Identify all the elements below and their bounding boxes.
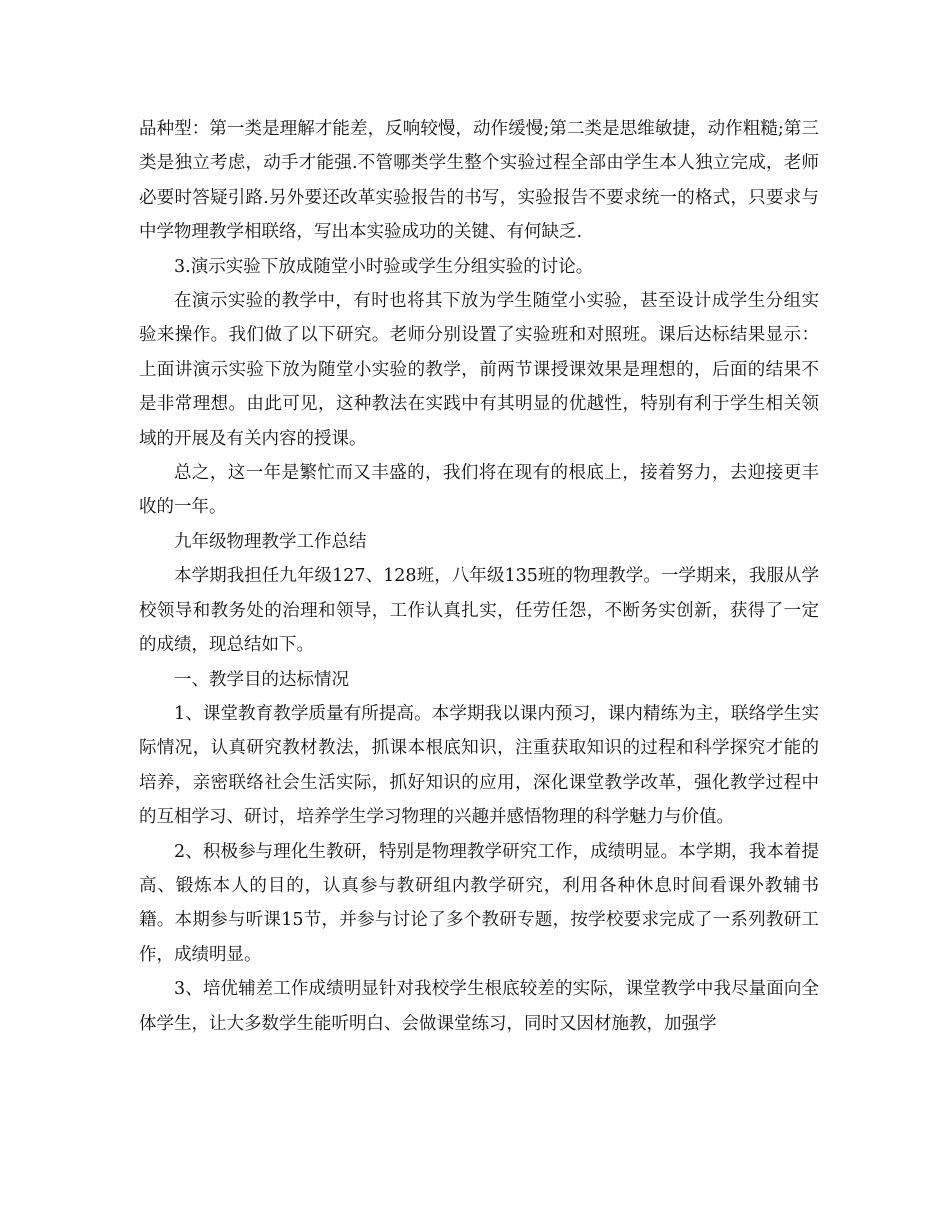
paragraph-8: 3、培优辅差工作成绩明显针对我校学生根底较差的实际，课堂教学中我尽量面向全体学生，让大多数学生能听明白、会做课堂练习，同时又因材施教，加强学 bbox=[139, 979, 819, 1034]
paragraph-1: 品种型：第一类是理解才能差，反响较慢，动作缓慢;第二类是思维敏捷，动作粗糙;第三类是独立考虑，动手才能强.不管哪类学生整个实验过程全部由学生本人独立完成，老师必要时答疑引路.另外要还改革实验报告的书写，实验报告不要求统一的格式，只要求与中学物理教学相联络，写出本实验成功的关键、有何缺乏. bbox=[139, 119, 819, 243]
paragraph-2: 3.演示实验下放成随堂小时验或学生分组实验的讨论。 bbox=[174, 256, 594, 277]
document-body bbox=[139, 112, 819, 1041]
section-heading: 九年级物理教学工作总结 bbox=[174, 531, 367, 552]
paragraph-7: 2、积极参与理化生教研，特别是物理教学研究工作，成绩明显。本学期，我本着提高、锻炼本人的目的，认真参与教研组内教学研究，利用各种休息时间看课外教辅书籍。本期参与听课15节，并参与讨论了多个教研专题，按学校要求完成了一系列教研工作，成绩明显。 bbox=[139, 841, 819, 965]
paragraph-6: 1、课堂教育教学质量有所提高。本学期我以课内预习，课内精练为主，联络学生实际情况，认真研究教材教法，抓课本根底知识，注重获取知识的过程和科学探究才能的培养，亲密联络社会生活实际，抓好知识的应用，深化课堂教学改革，强化教学过程中的互相学习、研讨，培养学生学习物理的兴趣并感悟物理的科学魅力与价值。 bbox=[139, 703, 819, 828]
paragraph-3: 在演示实验的教学中，有时也将其下放为学生随堂小实验，甚至设计成学生分组实验来操作。我们做了以下研究。老师分别设置了实验班和对照班。课后达标结果显示：上面讲演示实验下放为随堂小实验的教学，前两节课授课效果是理想的，后面的结果不是非常理想。由此可见，这种教法在实践中有其明显的优越性，特别有利于学生相关领域的开展及有关内容的授课。 bbox=[139, 291, 819, 449]
paragraph-4: 总之，这一年是繁忙而又丰盛的，我们将在现有的根底上，接着努力，去迎接更丰收的一年。 bbox=[139, 463, 819, 518]
subsection-heading: 一、教学目的达标情况 bbox=[174, 669, 349, 690]
paragraph-5: 本学期我担任九年级127、128班，八年级135班的物理教学。一学期来，我服从学校领导和教务处的治理和领导，工作认真扎实，任劳任怨，不断务实创新，获得了一定的成绩，现总结如下。 bbox=[139, 566, 819, 656]
